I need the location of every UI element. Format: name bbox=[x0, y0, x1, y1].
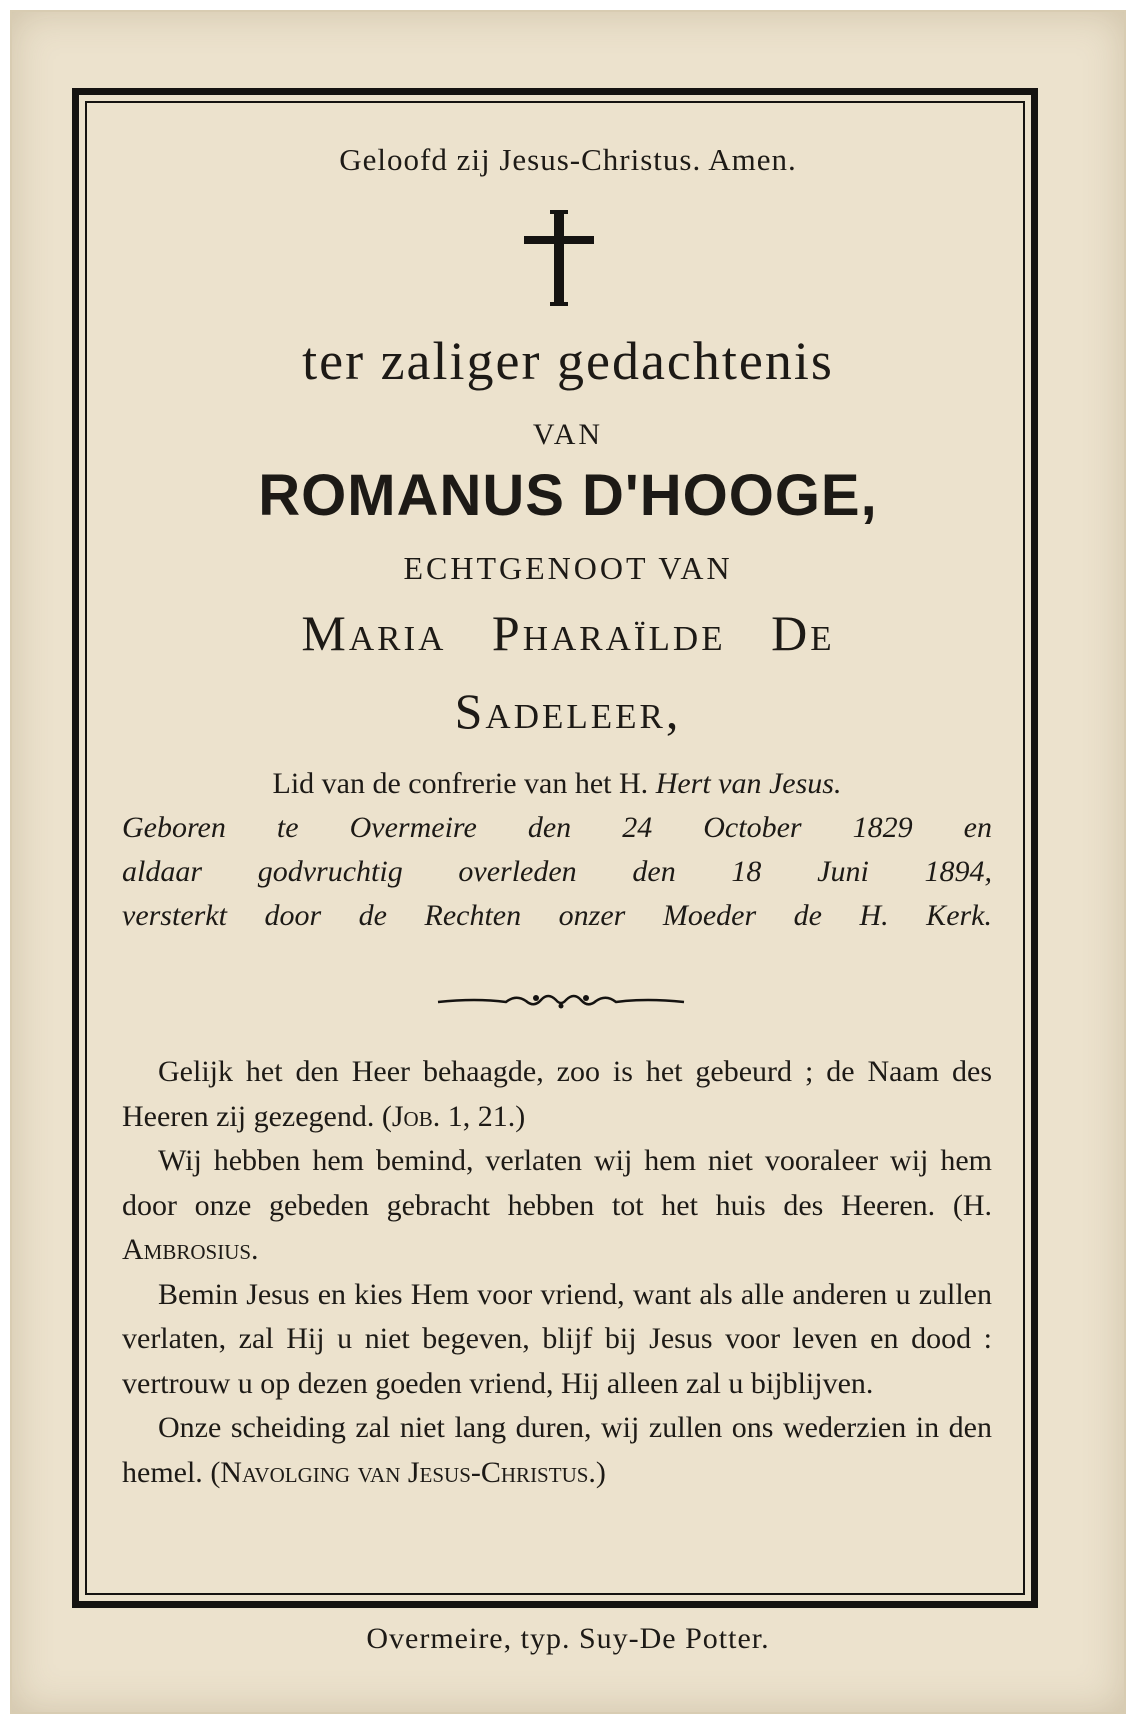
quote-text: Gelijk het den Heer behaagde, zoo is het gebeurd ; de Naam des Heeren zij gezegend. bbox=[122, 1055, 992, 1133]
cross-icon bbox=[524, 210, 594, 306]
quote-text: Onze scheiding zal niet lang duren, wij zullen ons wederzien in den hemel. bbox=[122, 1411, 992, 1489]
quotes-block bbox=[122, 1050, 992, 1495]
birth-death-line: Geboren te Overmeire den 24 October 1829 en bbox=[122, 811, 992, 844]
birth-death-line: versterkt door de Rechten onzer Moeder de H. Kerk. bbox=[122, 899, 992, 932]
spouse-label: ECHTGENOOT VAN bbox=[403, 550, 733, 586]
quote-paragraph bbox=[122, 1273, 992, 1407]
header-text: Geloofd zij Jesus-Christus. Amen. bbox=[339, 142, 797, 177]
van-label: VAN bbox=[532, 418, 604, 451]
quote-paragraph bbox=[122, 1139, 992, 1273]
quote-text: Wij hebben hem bemind, verlaten wij hem niet vooraleer wij hem door onze gebeden gebracht hebben tot het huis des Heeren. bbox=[122, 1144, 992, 1222]
deceased-name: ROMANUS D'HOOGE, bbox=[258, 463, 878, 528]
birth-death-block bbox=[122, 806, 992, 938]
membership-italic: Hert van Jesus. bbox=[655, 767, 842, 800]
birth-death-line: aldaar godvruchtig overleden den 18 Juni 1894, bbox=[122, 855, 992, 888]
quote-source: (H. Ambrosius. bbox=[122, 1188, 992, 1266]
spouse-name-line1: Maria Pharaïlde De bbox=[301, 605, 835, 661]
quote-paragraph bbox=[122, 1406, 992, 1495]
membership-line bbox=[122, 762, 992, 806]
quote-source: (Navolging van Jesus-Christus.) bbox=[210, 1455, 606, 1489]
membership-prefix: Lid van de confrerie van het H. bbox=[272, 767, 649, 800]
printer-credit: Overmeire, typ. Suy-De Potter. bbox=[366, 1622, 770, 1655]
memorial-title: ter zaliger gedachtenis bbox=[302, 331, 834, 391]
quote-source: (Job. 1, 21.) bbox=[381, 1099, 526, 1133]
quote-text: Bemin Jesus en kies Hem voor vriend, want als alle anderen u zullen verlaten, zal Hij u niet begeven, blijf bij Jesus voor leven en dood : vertrouw u op dezen goeden vriend, Hij alleen zal u bijblijven. bbox=[122, 1277, 992, 1400]
quote-paragraph bbox=[122, 1050, 992, 1139]
spouse-name-line2: Sadeleer, bbox=[454, 683, 682, 739]
ornament-divider-icon bbox=[436, 986, 686, 1016]
